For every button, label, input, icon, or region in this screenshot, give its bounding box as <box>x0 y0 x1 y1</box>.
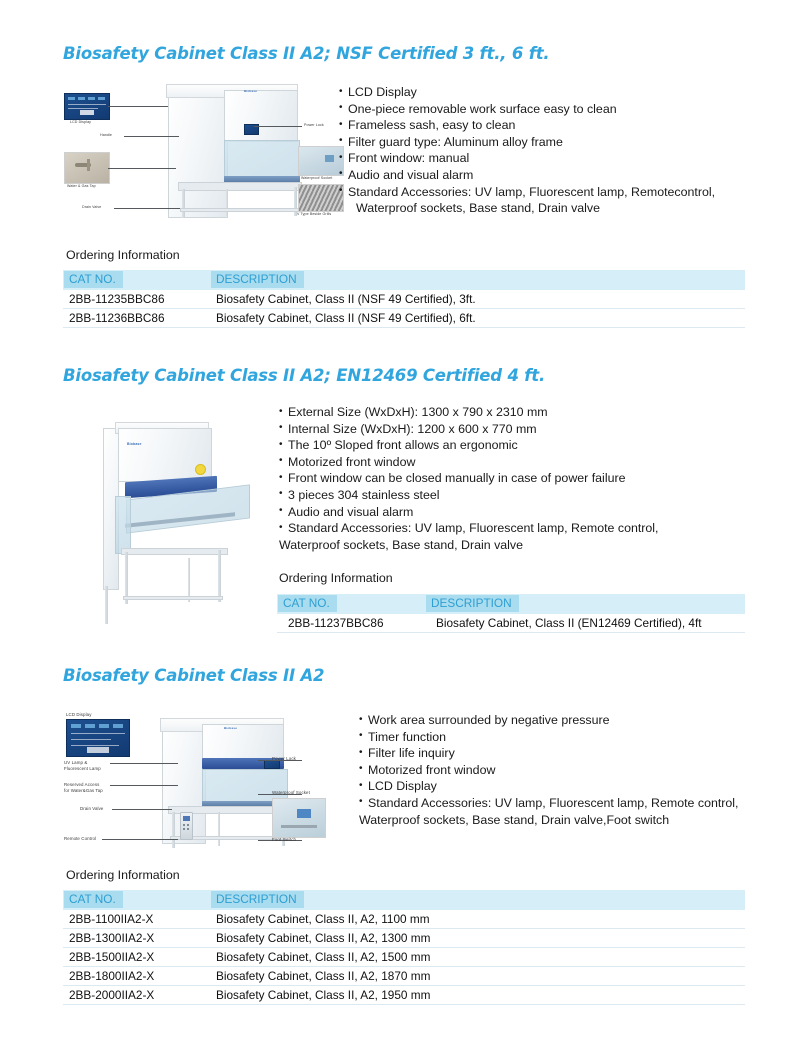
cell-cat-no: 2BB-1800IIA2-X <box>63 967 210 986</box>
feature-item: • 3 pieces 304 stainless steel <box>279 487 659 504</box>
feature-item: • Standard Accessories: UV lamp, Fluorescent lamp, Remote control, <box>279 520 659 537</box>
feature-item: • Frameless sash, easy to clean <box>339 117 715 134</box>
callout-reserved-access: Reserved Access <box>64 782 100 787</box>
leader-line <box>254 126 302 127</box>
ordering-information-label-1: Ordering Information <box>66 248 180 262</box>
features-list-3 <box>359 712 739 828</box>
ordering-information-label-2: Ordering Information <box>279 571 393 585</box>
cabinet-leg-left <box>182 189 185 218</box>
callout-handle: Handle <box>100 133 112 137</box>
feature-item: • External Size (WxDxH): 1300 x 790 x 2310 mm <box>279 404 659 421</box>
table-header-row <box>63 270 745 290</box>
waterproof-socket-thumbnail <box>298 146 344 176</box>
feature-item: • Standard Accessories: UV lamp, Fluorescent lamp, Remotecontrol, <box>339 184 715 201</box>
table-header-row <box>63 890 745 910</box>
feature-item: • Standard Accessories: UV lamp, Fluorescent lamp, Remote control, <box>359 795 739 812</box>
cabinet-leg-left <box>172 812 175 848</box>
lcd-cell <box>113 724 123 728</box>
lcd-line <box>68 108 98 109</box>
lcd-cell <box>85 724 95 728</box>
features-list-2 <box>279 404 659 553</box>
lcd-cell <box>68 97 75 100</box>
callout-lcd-display: LCD Display <box>66 712 92 717</box>
leader-line <box>108 106 168 107</box>
feature-item: • Motorized front window <box>279 454 659 471</box>
feature-item: • The 10º Sloped front allows an ergonomic <box>279 437 659 454</box>
cell-cat-no: 2BB-1300IIA2-X <box>63 929 210 948</box>
table-row <box>63 986 745 1005</box>
feature-item: • Front window: manual <box>339 150 715 167</box>
cell-cat-no: 2BB-1500IIA2-X <box>63 948 210 967</box>
callout-foot-switch: Foot Switch <box>272 837 297 842</box>
lcd-cell <box>99 724 109 728</box>
leader-line <box>124 136 179 137</box>
column-header-description-text: DESCRIPTION <box>211 891 304 908</box>
water-gas-tap-thumbnail <box>64 152 110 184</box>
leader-line <box>102 839 178 840</box>
column-header-cat-no-text: CAT NO. <box>64 271 123 288</box>
cell-description: Biosafety Cabinet, Class II, A2, 1870 mm <box>210 967 745 986</box>
section-title-1: Biosafety Cabinet Class II A2; NSF Certified 3 ft., 6 ft. <box>63 44 550 63</box>
callout-power-lock: Power Lock <box>272 756 296 761</box>
column-header-description <box>425 594 745 614</box>
cabinet-control-panel <box>264 760 280 769</box>
ordering-table-2 <box>277 594 745 633</box>
waterproof-socket-thumbnail <box>272 798 326 838</box>
callout-drain-valve: Drain Valve <box>82 205 102 209</box>
remote-control-device <box>180 812 193 840</box>
product-image-en12469-cabinet <box>85 400 260 650</box>
features-list-1 <box>339 84 715 217</box>
lcd-cell <box>71 724 81 728</box>
cell-cat-no: 2BB-11235BBC86 <box>63 290 210 309</box>
callout-waterproof-socket: Waterproof Socket <box>301 176 333 180</box>
callout-lcd-display: LCD Display <box>70 120 92 124</box>
cabinet-base-frame <box>178 182 302 191</box>
leader-line <box>110 763 178 764</box>
ordering-information-label-3: Ordering Information <box>66 868 180 882</box>
cabinet-sash-glass <box>224 140 300 178</box>
lcd-display-thumbnail <box>64 93 110 120</box>
callout-uv-lamp: UV Lamp & <box>64 760 88 765</box>
product-image-nsf-cabinet <box>58 80 333 240</box>
feature-item: • Audio and visual alarm <box>339 167 715 184</box>
feature-item: • LCD Display <box>359 778 739 795</box>
column-header-cat-no-text: CAT NO. <box>278 595 337 612</box>
leader-line <box>108 168 176 169</box>
callout-waterproof-socket: Waterproof Socket <box>272 790 310 795</box>
cabinet-base-frame <box>121 548 228 555</box>
ordering-table-3 <box>63 890 745 1005</box>
brand-mark-3: Biobase <box>224 726 238 730</box>
cell-cat-no: 2BB-2000IIA2-X <box>63 986 210 1005</box>
section-title-3: Biosafety Cabinet Class II A2 <box>63 666 325 685</box>
leader-line <box>114 208 180 209</box>
cabinet-column <box>168 88 228 218</box>
cell-description: Biosafety Cabinet, Class II, A2, 1950 mm <box>210 986 745 1005</box>
cabinet-cross-brace <box>123 596 223 600</box>
cell-cat-no: 2BB-11237BBC86 <box>277 614 425 633</box>
feature-item: • Timer function <box>359 729 739 746</box>
lcd-line <box>71 745 119 746</box>
column-header-description-text: DESCRIPTION <box>426 595 519 612</box>
cell-cat-no: 2BB-1100IIA2-X <box>63 910 210 929</box>
feature-item-continuation: Waterproof sockets, Base stand, Drain valve <box>356 201 601 216</box>
callout-beside-grills: V Type Beside Grills <box>297 212 332 216</box>
leader-line <box>110 785 178 786</box>
callout-fluorescent-lamp: Fluorescent Lamp <box>64 766 101 771</box>
product-image-class-ii-a2-cabinet <box>58 706 368 874</box>
cell-description: Biosafety Cabinet, Class II, A2, 1500 mm <box>210 948 745 967</box>
cabinet-cross-brace <box>180 208 300 212</box>
cabinet-leg-mid <box>218 812 220 846</box>
lcd-line <box>71 733 125 734</box>
table-row <box>277 614 745 633</box>
cabinet-leg-right <box>218 550 221 602</box>
feature-item: • Motorized front window <box>359 762 739 779</box>
cabinet-upper-face <box>224 90 298 142</box>
callout-drain-valve: Drain Valve <box>80 806 104 811</box>
callout-power-lock: Power Lock <box>304 123 324 127</box>
lcd-line <box>71 739 111 740</box>
table-row <box>63 948 745 967</box>
table-row <box>63 290 745 309</box>
ordering-table-1 <box>63 270 745 328</box>
brand-mark-1: Biobase <box>244 89 258 93</box>
table-row <box>63 910 745 929</box>
callout-remote-control: Remote Control <box>64 836 97 841</box>
cell-description: Biosafety Cabinet, Class II, A2, 1100 mm <box>210 910 745 929</box>
table-row <box>63 309 745 328</box>
lcd-cell <box>87 747 109 753</box>
column-header-cat-no <box>277 594 425 614</box>
feature-item-continuation: Waterproof sockets, Base stand, Drain valve,Foot switch <box>359 812 670 827</box>
feature-item-continuation: Waterproof sockets, Base stand, Drain valve <box>279 537 524 552</box>
column-header-cat-no <box>63 890 210 910</box>
column-header-cat-no <box>63 270 210 290</box>
feature-item: • One-piece removable work surface easy to clean <box>339 101 715 118</box>
cell-description: Biosafety Cabinet, Class II, A2, 1300 mm <box>210 929 745 948</box>
column-header-cat-no-text: CAT NO. <box>64 891 123 908</box>
section-title-2: Biosafety Cabinet Class II A2; EN12469 Certified 4 ft. <box>63 366 546 385</box>
column-header-description-text: DESCRIPTION <box>211 271 304 288</box>
cabinet-leg-rear-left <box>105 586 108 624</box>
biohazard-label-icon <box>195 464 206 475</box>
lcd-cell <box>80 110 94 115</box>
lcd-display-thumbnail <box>66 719 130 757</box>
lcd-cell <box>78 97 85 100</box>
feature-item: • Internal Size (WxDxH): 1200 x 600 x 770 mm <box>279 421 659 438</box>
feature-item: • Filter life inquiry <box>359 745 739 762</box>
lcd-line <box>68 104 106 105</box>
callout-water-gas-tap: Water & Gas Tap <box>67 184 96 188</box>
lcd-cell <box>98 97 105 100</box>
table-row <box>63 967 745 986</box>
feature-item: • LCD Display <box>339 84 715 101</box>
cell-description: Biosafety Cabinet, Class II (NSF 49 Certified), 6ft. <box>210 309 745 328</box>
feature-item: • Front window can be closed manually in case of power failure <box>279 470 659 487</box>
leader-line <box>112 809 172 810</box>
table-header-row <box>277 594 745 614</box>
cell-cat-no: 2BB-11236BBC86 <box>63 309 210 328</box>
brand-mark-2: Biobase <box>127 442 142 446</box>
table-row <box>63 929 745 948</box>
feature-item: • Work area surrounded by negative pressure <box>359 712 739 729</box>
cabinet-side-glass <box>115 496 131 554</box>
feature-item: • Audio and visual alarm <box>279 504 659 521</box>
lcd-cell <box>88 97 95 100</box>
column-header-description <box>210 270 745 290</box>
cell-description: Biosafety Cabinet, Class II (EN12469 Certified), 4ft <box>425 614 745 633</box>
column-header-description <box>210 890 745 910</box>
feature-item: • Filter guard type: Aluminum alloy frame <box>339 134 715 151</box>
beside-grills-thumbnail <box>298 184 344 212</box>
callout-reserved-access-detail: for Water&Gas Tap <box>64 788 103 793</box>
cell-description: Biosafety Cabinet, Class II (NSF 49 Certified), 3ft. <box>210 290 745 309</box>
